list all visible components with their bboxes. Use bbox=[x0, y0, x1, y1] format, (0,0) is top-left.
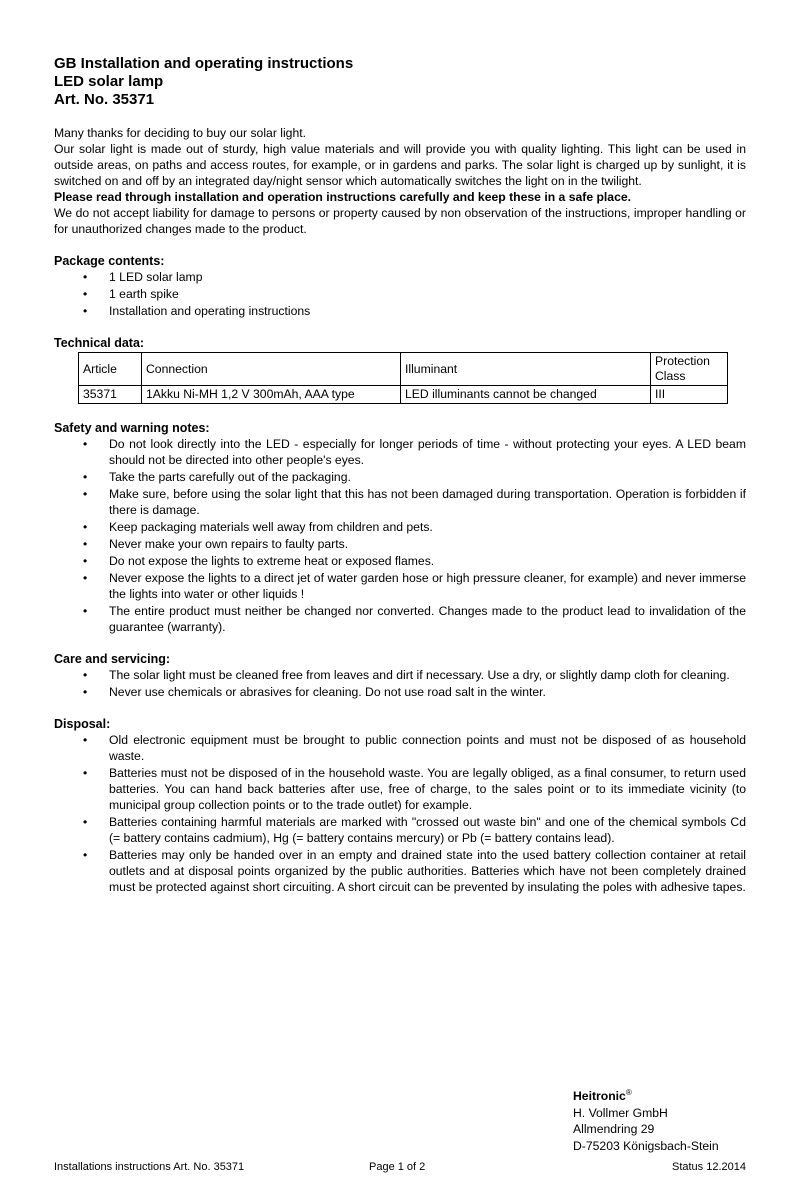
table-header-cell: Article bbox=[79, 353, 142, 386]
package-list bbox=[54, 269, 746, 319]
footer-document-ref: Installations instructions Art. No. 35371 bbox=[54, 1161, 245, 1173]
list-item: • 1 earth spike bbox=[54, 286, 746, 302]
table-header-cell: Illuminant bbox=[401, 353, 651, 386]
table-header-row bbox=[79, 353, 728, 386]
care-heading: Care and servicing: bbox=[54, 652, 171, 666]
company-brand: Heitronic bbox=[573, 1089, 626, 1104]
package-section bbox=[54, 253, 746, 319]
list-item: • Installation and operating instructions bbox=[54, 303, 746, 319]
list-item: • Old electronic equipment must be brought to public connection points and must not be disposed of as household waste. bbox=[54, 732, 746, 764]
list-item: • Batteries must not be disposed of in the household waste. You are legally obliged, as a final consumer, to return used batteries. You can hand back batteries after use, free of charge, to the sales point or to its immediate vicinity (to municipal group collection points or to the trade outlet) for example. bbox=[54, 765, 746, 813]
disposal-section bbox=[54, 716, 746, 895]
list-item: • Batteries containing harmful materials are marked with "crossed out waste bin" and one of the chemical symbols Cd (= battery contains cadmium), Hg (= battery contains mercury) or Pb (= battery contains lead). bbox=[54, 814, 746, 846]
company-city: D-75203 Königsbach-Stein bbox=[573, 1138, 719, 1153]
list-item: • Do not look directly into the LED - especially for longer periods of time - without protecting your eyes. A LED beam should not be directed into other people's eyes. bbox=[54, 436, 746, 468]
table-header-cell: Protection Class bbox=[651, 353, 728, 386]
table-header-cell: Connection bbox=[142, 353, 401, 386]
table-row bbox=[79, 386, 728, 404]
technical-heading: Technical data: bbox=[54, 336, 145, 350]
safety-heading: Safety and warning notes: bbox=[54, 421, 210, 435]
list-item: • Batteries may only be handed over in an empty and drained state into the used battery collection container at retail outlets and at disposal points organized by the public authorities. Batteries which have not been completely drained must be protected against short circuiting. A short circuit can be prevented by insulating the poles with adhesive tapes. bbox=[54, 847, 746, 895]
company-street: Allmendring 29 bbox=[573, 1122, 655, 1137]
intro-read-notice: Please read through installation and operation instructions carefully and keep these in a safe place. bbox=[54, 190, 632, 204]
package-heading: Package contents: bbox=[54, 254, 165, 268]
title-line-1: GB Installation and operating instructions bbox=[54, 55, 354, 72]
company-name: H. Vollmer GmbH bbox=[573, 1105, 668, 1120]
table-cell: LED illuminants cannot be changed bbox=[401, 386, 651, 404]
document-content bbox=[54, 55, 746, 896]
footer-status: Status 12.2014 bbox=[671, 1161, 746, 1173]
list-item: • The solar light must be cleaned free from leaves and dirt if necessary. Use a dry, or slightly damp cloth for cleaning. bbox=[54, 667, 746, 683]
technical-table bbox=[78, 352, 728, 404]
safety-list bbox=[54, 436, 746, 635]
list-item: • Never make your own repairs to faulty parts. bbox=[54, 536, 746, 552]
table-cell: 35371 bbox=[79, 386, 142, 404]
intro-liability: We do not accept liability for damage to persons or property caused by non observation of the instructions, improper handling or for unauthorized changes made to the product. bbox=[54, 206, 746, 236]
intro-text bbox=[54, 125, 746, 237]
care-list bbox=[54, 667, 746, 700]
list-item: • Never use chemicals or abrasives for cleaning. Do not use road salt in the winter. bbox=[54, 684, 746, 700]
company-address bbox=[573, 1085, 719, 1154]
disposal-heading: Disposal: bbox=[54, 717, 111, 731]
list-item: • 1 LED solar lamp bbox=[54, 269, 746, 285]
technical-section bbox=[54, 335, 746, 404]
table-cell: 1Akku Ni-MH 1,2 V 300mAh, AAA type bbox=[142, 386, 401, 404]
intro-thanks: Many thanks for deciding to buy our solar light. bbox=[54, 126, 307, 140]
list-item: • Take the parts carefully out of the packaging. bbox=[54, 469, 746, 485]
registered-mark: ® bbox=[625, 1088, 632, 1097]
title-line-3: Art. No. 35371 bbox=[54, 91, 155, 108]
list-item: • Do not expose the lights to extreme heat or exposed flames. bbox=[54, 553, 746, 569]
care-section bbox=[54, 651, 746, 700]
title-line-2: LED solar lamp bbox=[54, 73, 164, 90]
table-cell: III bbox=[651, 386, 728, 404]
document-title bbox=[54, 55, 746, 109]
list-item: • Keep packaging materials well away from children and pets. bbox=[54, 519, 746, 535]
disposal-list bbox=[54, 732, 746, 895]
intro-description: Our solar light is made out of sturdy, high value materials and will provide you with quality lighting. This light can be used in outside areas, on paths and access routes, for example, or in gardens and parks. The solar light is charged up by sunlight, it is switched on and off by an integrated day/night sensor which automatically switches the light on in the twilight. bbox=[54, 142, 746, 188]
footer-page-number: Page 1 of 2 bbox=[369, 1161, 426, 1173]
list-item: • Never expose the lights to a direct jet of water garden hose or high pressure cleaner, for example) and never immerse the lights into water or other liquids ! bbox=[54, 570, 746, 602]
safety-section bbox=[54, 420, 746, 635]
list-item: • The entire product must neither be changed nor converted. Changes made to the product lead to invalidation of the guarantee (warranty). bbox=[54, 603, 746, 635]
list-item: • Make sure, before using the solar light that this has not been damaged during transportation. Operation is forbidden if there is damage. bbox=[54, 486, 746, 518]
